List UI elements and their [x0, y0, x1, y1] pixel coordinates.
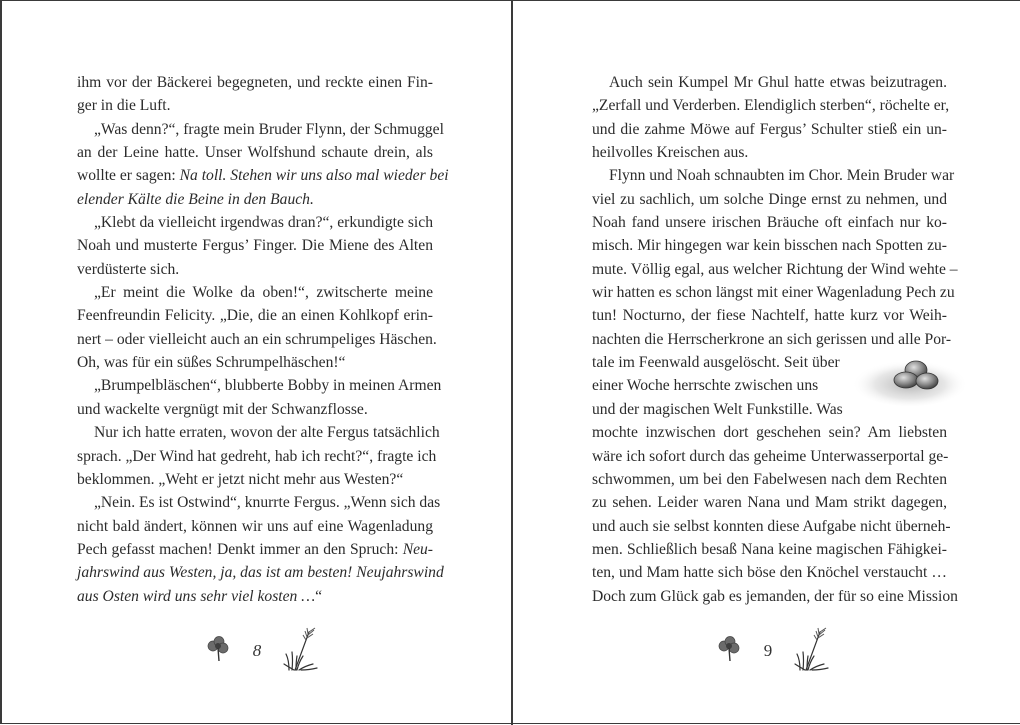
text-line: nachten die Herrscherkrone an sich gerissen und alle Por-: [592, 330, 952, 348]
text-line: misch. Mir hingegen war kein bisschen nach Spotten zu-: [592, 237, 947, 255]
grass-icon: [794, 626, 830, 677]
right-page: [513, 1, 1020, 723]
text-line: Auch sein Kumpel Mr Ghul hatte etwas beizutragen.: [609, 74, 947, 91]
text-line: mochte inzwischen dort geschehen sein? Am liebsten: [592, 424, 947, 442]
text-line: sprach. „Der Wind hat gedreht, hab ich recht?“, fragte ich: [77, 447, 437, 465]
text-line: wäre ich sofort durch das geheime Unterwasserportal ge-: [592, 447, 949, 465]
page-number: 9: [763, 641, 773, 660]
text-line: tale im Feenwald ausgelöscht. Seit über: [592, 354, 840, 372]
text-line: „Er meint die Wolke da oben!“, zwitscherte meine: [94, 284, 433, 302]
text-line: elender Kälte die Beine in den Bauch.: [77, 190, 314, 208]
text-line: Noah und musterte Fergus’ Finger. Die Miene des Alten: [77, 237, 433, 255]
text-line: und die zahme Möwe auf Fergus’ Schulter stieß ein un-: [592, 120, 947, 138]
text-line: „Was denn?“, fragte mein Bruder Flynn, der Schmuggel: [94, 120, 444, 138]
text-line: viel zu sachlich, um solche Dinge ernst zu nehmen, und: [592, 190, 947, 208]
text-line: Doch zum Glück gab es jemanden, der für so eine Mission: [592, 587, 958, 605]
shamrock-icon: [205, 635, 231, 668]
text-line: „Nein. Es ist Ostwind“, knurrte Fergus. „Wenn sich das: [94, 494, 441, 512]
left-page-text: [77, 71, 449, 608]
text-line: aus Osten wird uns sehr viel kosten …“: [77, 587, 323, 605]
text-line: „Klebt da vielleicht irgendwas dran?“, erkundigte sich: [94, 214, 433, 232]
text-line: verdüsterte sich.: [77, 260, 180, 278]
text-line: und wackelte vergnügt mit der Schwanzflosse.: [77, 400, 368, 418]
text-line: men. Schließlich besaß Nana keine magischen Fähigkei-: [592, 540, 947, 558]
text-line: einer Woche herrschte zwischen uns: [592, 377, 819, 395]
shamrock-icon: [716, 635, 742, 668]
text-line: beklommen. „Weht er jetzt nicht mehr aus Westen?“: [77, 470, 404, 488]
text-line: wir hatten es schon längst mit einer Wagenladung Pech zu: [592, 284, 955, 302]
grass-icon: [283, 626, 319, 677]
text-line: ger in die Luft.: [77, 97, 171, 115]
text-line: zu sehen. Leider waren Nana und Mam strikt dagegen,: [592, 494, 947, 512]
text-line: und der magischen Welt Funkstille. Was: [592, 400, 843, 418]
page-number: 8: [252, 641, 262, 660]
text-line: heilvolles Kreischen aus.: [592, 144, 749, 162]
left-page-footer: [197, 621, 327, 681]
text-line: schwommen, um bei den Fabelwesen nach dem Rechten: [592, 470, 947, 488]
right-page-text: [592, 71, 958, 608]
text-line: und auch sie selbst konnten diese Aufgabe nicht überneh-: [592, 517, 951, 535]
text-line: nicht bald ändert, können wir uns auf eine Wagenladung: [77, 517, 433, 535]
text-line: Feenfreundin Felicity. „Die, die an einen Kohlkopf erin-: [77, 307, 433, 325]
text-line: jahrswind aus Westen, ja, das ist am besten! Neujahrswind: [77, 564, 444, 582]
text-line: ten, und Mam hatte sich böse den Knöchel verstaucht …: [592, 564, 947, 582]
text-line: Pech gefasst machen! Denkt immer an den Spruch: Neu-: [77, 540, 433, 558]
text-line: „Zerfall und Verderben. Elendiglich sterben“, röchelte er,: [592, 97, 950, 115]
text-line: ihm vor der Bäckerei begegneten, und reckte einen Fin-: [77, 74, 433, 91]
text-line: an der Leine hatte. Unser Wolfshund schaute drein, als: [77, 144, 433, 162]
text-line: Flynn und Noah schnaubten im Chor. Mein Bruder war: [609, 167, 955, 185]
left-page: [2, 1, 512, 723]
text-line: „Brumpelbläschen“, blubberte Bobby in meinen Armen: [94, 377, 442, 395]
text-line: mute. Völlig egal, aus welcher Richtung der Wind wehte –: [592, 260, 958, 278]
text-line: Noah fand unsere irischen Bräuche oft einfach nur ko-: [592, 214, 947, 232]
text-line: tun! Nocturno, der fiese Nachtelf, hatte kurz vor Weih-: [592, 307, 947, 325]
text-line: wollte er sagen: Na toll. Stehen wir uns also mal wieder bei: [77, 167, 449, 185]
text-line: Oh, was für ein süßes Schrumpelhäschen!“: [77, 354, 346, 372]
right-page-footer: [708, 621, 838, 681]
text-line: nert – oder vielleicht auch an ein schrumpeliges Häschen.: [77, 330, 437, 348]
text-line: Nur ich hatte erraten, wovon der alte Fergus tatsächlich: [94, 424, 440, 442]
stones-illustration: [848, 346, 968, 411]
